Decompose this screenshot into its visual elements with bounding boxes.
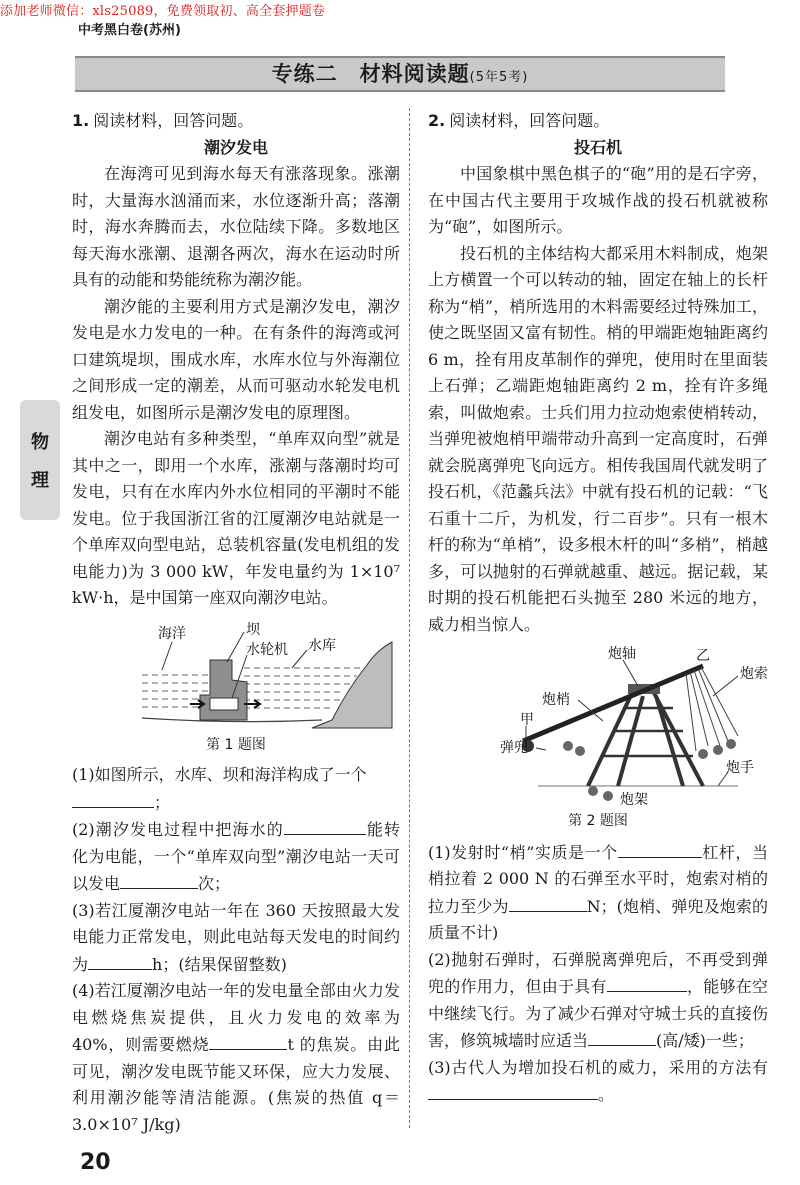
- question-2: [428, 108, 768, 1109]
- watermark-text: 添加老师微信：xls25089，免费领取初、高全套押题卷: [0, 4, 326, 19]
- q2-heading: 投石机: [573, 137, 622, 157]
- fig2-label-pole: 炮梢: [542, 692, 570, 708]
- trebuchet-diagram: [428, 646, 768, 806]
- q1-sub4: [72, 978, 400, 1138]
- fig2-label-yi: 乙: [696, 648, 710, 664]
- answer-blank[interactable]: [120, 870, 198, 889]
- q2-intro-line: [428, 108, 768, 135]
- q1-intro: 阅读材料，回答问题。: [93, 111, 254, 130]
- q1-figure-caption: 第 1 题图: [206, 736, 266, 753]
- q1-sub3-end: h；(结果保留整数): [152, 954, 287, 974]
- fig2-label-axle: 炮轴: [608, 646, 636, 662]
- q1-sub4-text: (4)若江厦潮汐电站一年的发电量全部由火力发电燃烧焦炭提供，且火力发电的效率为 40%，则需要燃烧: [72, 981, 400, 1054]
- answer-blank[interactable]: [618, 839, 702, 858]
- fig2-label-frame: 炮架: [620, 792, 648, 806]
- q2-sub3: [428, 1055, 768, 1109]
- fig2-label-jia: 甲: [520, 712, 534, 728]
- q1-sub2-end: 次；: [198, 874, 231, 893]
- answer-blank[interactable]: [588, 1027, 656, 1046]
- q1-sub4-end: t 的焦炭。由此可见，潮汐发电既节能又环保，应大力发展、利用潮汐能等清洁能源。(焦炭的热值 q＝3.0×10⁷ J/kg): [72, 1035, 400, 1134]
- q2-sub1: [428, 839, 768, 947]
- q1-sub1-text: (1)如图所示，水库、坝和海洋构成了一个: [72, 765, 367, 784]
- q2-paragraph: 中国象棋中黑色棋子的“砲”用的是石字旁，在中国古代主要用于攻城作战的投石机就被称为“砲”，如图所示。: [428, 164, 768, 236]
- section-note: (5年5考): [469, 70, 529, 85]
- q1-paragraph: 在海湾可见到海水每天有涨落现象。涨潮时，大量海水汹涌而来，水位逐渐升高；落潮时，海水奔腾而去，水位陆续下降。多数地区每天海水涨潮、退潮各两次，海水在运动时所具有的动能和势能统称为潮汐能。: [72, 164, 400, 289]
- q2-sub3-text: (3)古代人为增加投石机的威力，采用的方法有: [428, 1057, 768, 1077]
- q1-number: 1.: [72, 111, 90, 130]
- q2-sub2: [428, 947, 768, 1055]
- q2-figure-caption: 第 2 题图: [568, 813, 628, 829]
- q2-sub1-end: N；(炮梢、弹兜及炮索的质量不计): [428, 896, 768, 942]
- answer-blank[interactable]: [284, 816, 366, 835]
- answer-blank[interactable]: [607, 973, 687, 992]
- answer-blank[interactable]: [509, 893, 587, 912]
- answer-blank[interactable]: [72, 789, 154, 808]
- tidal-power-diagram: [72, 620, 400, 730]
- q1-sub1: [72, 762, 400, 816]
- section-banner: [75, 56, 725, 92]
- q1-sub3: [72, 898, 400, 979]
- q2-sub1-mid: 杠杆，当梢拉着 2 000 N 的石弹至水平时，炮索对梢的拉力至少为: [428, 842, 768, 916]
- q1-sub2: [72, 816, 400, 898]
- column-divider: [409, 108, 410, 1128]
- q1-sub2-text: (2)潮汐发电过程中把海水的: [72, 820, 284, 839]
- section-title: [272, 62, 529, 86]
- q2-paragraph: 投石机的主体结构大都采用木料制成，炮架上方横置一个可以转动的轴，固定在轴上的长杆称为“梢”，梢所选用的木料需要经过特殊加工，使之既坚固又富有韧性。梢的甲端距炮轴距离约 6 m，拴有用皮革制作的弹兜，使用时在里面装上石弹；乙端距炮轴距离约 2 m，拴有许多绳索，叫做炮索。士兵们用力拉动炮索使梢转动，当弹兜被炮梢甲端带动升高到一定高度时，石弹就会脱离弹兜飞向远方。相传我国周代就发明了投石机，《范蠡兵法》中就有投石机的记载：“飞石重十二斤，为机发，行二百步”。只有一根木杆的称为“单梢”，设多根木杆的叫“多梢”，梢越多，可以抛射的石弹就越重、越远。据记载，某时期的投石机能把石头抛至 280 米远的地方，威力相当惊人。: [428, 243, 768, 634]
- subject-char-1: 物: [31, 432, 49, 453]
- fig1-label-sea: 海洋: [158, 625, 186, 642]
- fig1-label-dam: 坝: [246, 621, 260, 638]
- fig2-label-pouch: 弹兜: [500, 740, 528, 756]
- q1-sub3-text: (3)若江厦潮汐电站一年在 360 天按照最大发电能力正常发电，则此电站每天发电的时间约为: [72, 900, 400, 974]
- q2-sub3-end: 。: [598, 1085, 615, 1104]
- q1-intro-line: [72, 108, 400, 135]
- q2-sub2-text: (2)抛射石弹时，石弹脱离弹兜后，不再受到弹兜的作用力，但由于具有: [428, 949, 768, 996]
- q1-paragraph: 潮汐电站有多种类型，“单库双向型”就是其中之一，即用一个水库，涨潮与落潮时均可发电，只有在水库内外水位相同的平潮时不能发电。位于我国浙江省的江厦潮汐电站就是一个单库双向型电站，总装机容量(发电机组的发电能力)为 3 000 kW，年发电量约为 1×10⁷ kW·h，是中国第一座双向潮汐电站。: [72, 429, 400, 607]
- page-number: 20: [80, 1150, 111, 1175]
- section-title-text: 专练二 材料阅读题: [271, 62, 470, 86]
- q1-sub1-end: ；: [154, 792, 171, 812]
- question-1: [72, 108, 400, 1138]
- series-title: 中考黑白卷(苏州): [78, 23, 181, 38]
- q2-sub2-mid: ，能够在空中继续飞行。为了减少石弹对守城士兵的直接伤害，修筑城墙时应适当: [428, 977, 768, 1050]
- subject-tab: [20, 400, 60, 520]
- fig1-label-reservoir: 水库: [308, 637, 336, 654]
- fig2-label-gunner: 炮手: [726, 760, 754, 776]
- q1-paragraph: 潮汐能的主要利用方式是潮汐发电，潮汐发电是水力发电的一种。在有条件的海湾或河口建筑堤坝，围成水库，水库水位与外海潮位之间形成一定的潮差，从而可驱动水轮发电机组发电，如图所示是潮汐发电的原理图。: [72, 296, 400, 422]
- fig2-label-rope: 炮索: [740, 666, 768, 682]
- q2-sub2-end: (高/矮)一些；: [656, 1031, 754, 1050]
- q2-sub1-text: (1)发射时“梢”实质是一个: [428, 842, 618, 862]
- subject-char-2: 理: [31, 470, 49, 491]
- q2-number: 2.: [428, 111, 446, 130]
- q1-sub2-mid: 能转化为电能，一个“单库双向型”潮汐电站一天可以发电: [72, 820, 400, 893]
- fig1-label-turbine: 水轮机: [246, 641, 288, 658]
- answer-blank[interactable]: [209, 1031, 287, 1050]
- answer-blank[interactable]: [88, 951, 152, 970]
- q1-heading: 潮汐发电: [203, 137, 268, 157]
- q2-intro: 阅读材料，回答问题。: [449, 111, 610, 130]
- answer-blank[interactable]: [428, 1081, 598, 1100]
